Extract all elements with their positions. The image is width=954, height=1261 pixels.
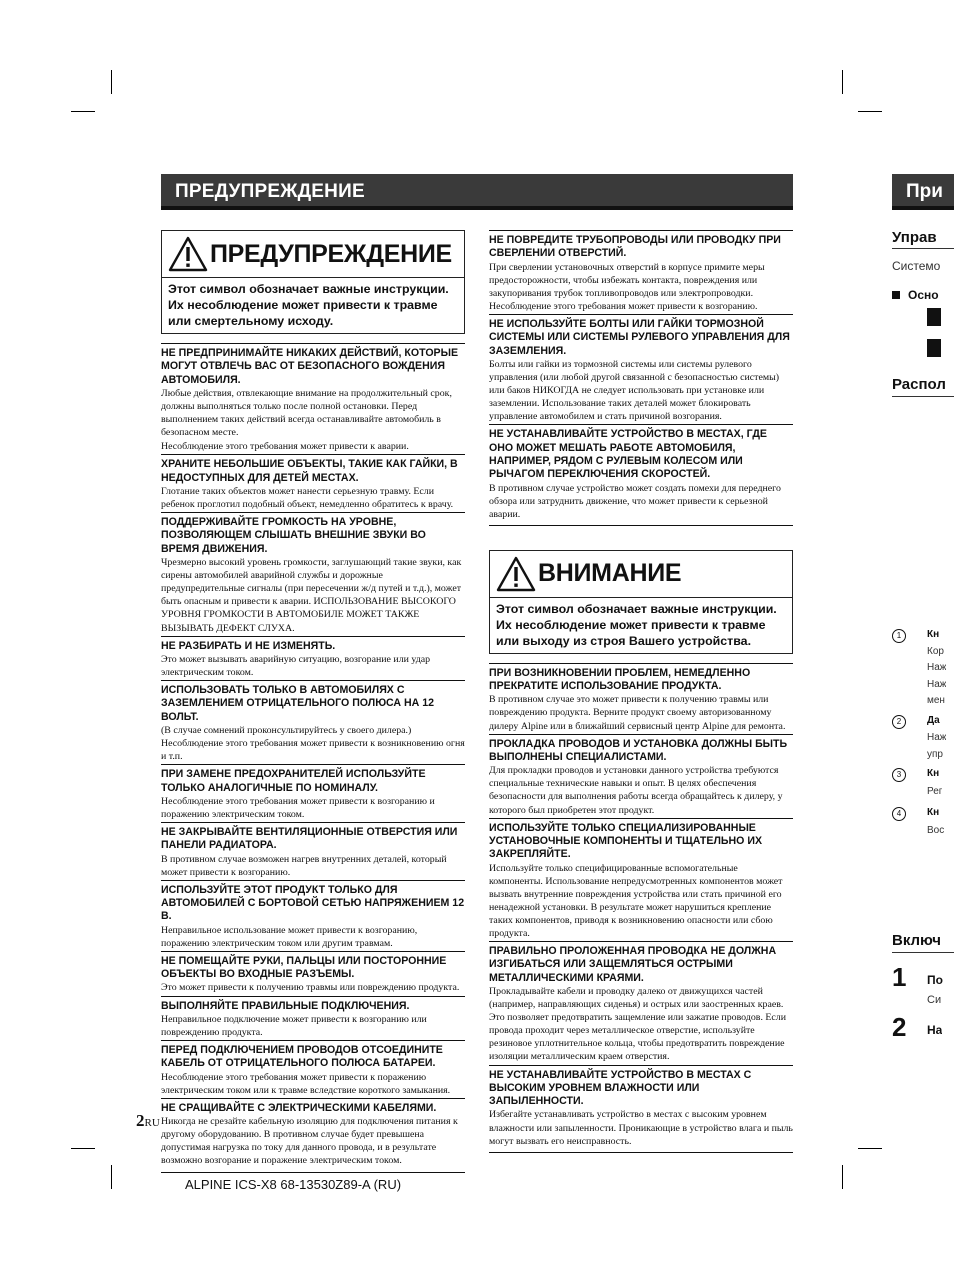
right-rule xyxy=(892,952,954,953)
warning-section xyxy=(489,1065,793,1153)
section-body: Неправильное использование может привести к возгоранию, поражению электрическим током или другим травмам. xyxy=(161,924,418,949)
callout-label: Кн xyxy=(927,807,940,818)
callout-number: 3 xyxy=(892,768,906,782)
left-sections xyxy=(161,343,465,1173)
section-heading: НЕ ПОМЕЩАЙТЕ РУКИ, ПАЛЬЦЫ ИЛИ ПОСТОРОННИЕ ОБЪЕКТЫ ВО ВХОДНЫЕ РАЗЪЕМЫ. xyxy=(161,954,447,981)
section-body: Чрезмерно высокий уровень громкости, заглушающий такие звуки, как сирены автомобилей аварийной службы и дорожные предупредительные сигналы (при пересечении ж/д путей и т.д.), может быть опасным и привести к аварии. ИСПОЛЬЗОВАНИЕ ВЫСОКОГО УРОВНЯ ГРОМКОСТИ В АВТОМОБИЛЕ МОЖЕТ ТАКЖЕ ВЫЗЫВАТЬ ДЕФЕКТ СЛУХА. xyxy=(161,557,462,634)
section-body: В противном случае возможен нагрев внутренних деталей, который может привести к возгоранию. xyxy=(161,853,447,878)
section-heading: НЕ ЗАКРЫВАЙТЕ ВЕНТИЛЯЦИОННЫЕ ОТВЕРСТИЯ ИЛИ ПАНЕЛИ РАДИАТОРА. xyxy=(161,826,458,852)
section-heading: ПРОКЛАДКА ПРОВОДОВ И УСТАНОВКА ДОЛЖНЫ БЫТЬ ВЫПОЛНЕНЫ СПЕЦИАЛИСТАМИ. xyxy=(489,737,788,763)
warning-triangle-icon xyxy=(168,235,208,273)
warning-section xyxy=(161,764,465,821)
middle-sections-bottom xyxy=(489,663,793,1153)
section-heading: ПРИ ВОЗНИКНОВЕНИИ ПРОБЛЕМ, НЕМЕДЛЕННО ПРЕКРАТИТЕ ИСПОЛЬЗОВАНИЕ ПРОДУКТА. xyxy=(489,666,751,693)
step-number: 2 xyxy=(892,1012,907,1042)
crop-mark xyxy=(71,111,95,112)
section-heading: ПОДДЕРЖИВАЙТЕ ГРОМКОСТЬ НА УРОВНЕ, ПОЗВОЛЯЮЩЕМ СЛЫШАТЬ ВНЕШНИЕ ЗВУКИ ВО ВРЕМЯ ДВИЖЕНИЯ. xyxy=(161,516,426,555)
caution-box xyxy=(489,550,793,654)
caution-box-title: ВНИМАНИЕ xyxy=(538,559,682,588)
warning-box-title: ПРЕДУПРЕЖДЕНИЕ xyxy=(210,239,452,268)
caution-box-text: Этот символ обозначает важные инструкции. Их несоблюдение может привести к травме или выходу из строя Вашего устройства. xyxy=(496,601,777,648)
section-heading: НЕ РАЗБИРАТЬ И НЕ ИЗМЕНЯТЬ. xyxy=(161,639,336,652)
section-heading: ПРИ ЗАМЕНЕ ПРЕДОХРАНИТЕЛЕЙ ИСПОЛЬЗУЙТЕ ТОЛЬКО АНАЛОГИЧНЫЕ ПО НОМИНАЛУ. xyxy=(161,768,426,794)
callout-text: Наж xyxy=(927,662,947,673)
middle-column xyxy=(489,229,793,1153)
warning-section xyxy=(161,512,465,634)
step-label: По xyxy=(927,973,943,987)
crop-mark xyxy=(842,70,843,94)
warning-section xyxy=(161,343,465,453)
section-body: Несоблюдение этого требования может привести к возгоранию и поражению электрическим током. xyxy=(161,795,435,820)
section-body: Несоблюдение этого требования может привести к аварии. xyxy=(161,441,409,453)
right-rule xyxy=(892,248,954,249)
section-body: Для прокладки проводов и установки данного устройства требуются специальные технические навыки и опыт. В целях обеспечения безопасности для выполнения работы всегда обращайтесь к дилеру, у которого был приобретен этот продукт. xyxy=(489,765,783,816)
section-body: Это может вызывать аварийную ситуацию, возгорание или удар электрическим током. xyxy=(161,653,431,678)
middle-sections-top xyxy=(489,230,793,526)
section-heading: ВЫПОЛНЯЙТЕ ПРАВИЛЬНЫЕ ПОДКЛЮЧЕНИЯ. xyxy=(161,999,410,1012)
warning-section xyxy=(489,818,793,940)
section-body: При сверлении установочных отверстий в корпусе примите меры предосторожности, чтобы избежать контакта, повреждения или закупоривания трубок топливопроводов или электропроводки. Несоблюдение этого требования может привести к возгоранию. xyxy=(489,261,765,312)
button-icon xyxy=(927,308,941,326)
right-bullet-label: Осно xyxy=(908,288,939,302)
right-heading-2: Распол xyxy=(892,376,946,393)
section-body: Глотание таких объектов может нанести серьезную травму. Если ребенок проглотил подобный объект, немедленно обратитесь к врачу. xyxy=(161,485,454,511)
right-heading-3: Включ xyxy=(892,932,941,949)
callout-text: мен xyxy=(927,695,945,706)
section-heading: НЕ ПРЕДПРИНИМАЙТЕ НИКАКИХ ДЕЙСТВИЙ, КОТОРЫЕ МОГУТ ОТВЛЕЧЬ ВАС ОТ БЕЗОПАСНОГО ВОЖДЕНИЯ АВТОМОБИЛЯ. xyxy=(161,347,459,386)
warning-section xyxy=(161,680,465,763)
warning-section xyxy=(161,454,465,511)
section-body: Это может привести к получению травмы или повреждению продукта. xyxy=(161,982,460,994)
warning-section xyxy=(489,424,793,525)
callout-text: Вос xyxy=(927,825,945,836)
section-body: Избегайте устанавливать устройство в местах с высоким уровнем влажности или запыленности. Проникающие в устройство влага и пыль могут вызвать его неисправность. xyxy=(489,1109,793,1147)
step-number: 1 xyxy=(892,962,907,992)
section-body: В противном случае это может привести к получению травмы или повреждению продукта. Верните продукт своему авторизованному дилеру Alpine или в ближайший сервисный центр Alpine для ремонта. xyxy=(489,694,786,732)
warning-box-header xyxy=(162,231,464,278)
callout-number: 4 xyxy=(892,807,906,821)
page-number xyxy=(136,1111,160,1131)
callout-text: Кор xyxy=(927,646,944,657)
warning-box xyxy=(161,230,465,334)
left-column xyxy=(161,230,465,1173)
crop-mark xyxy=(71,1148,95,1149)
crop-mark xyxy=(858,1148,882,1149)
square-bullet-icon xyxy=(892,291,900,299)
callout-number: 1 xyxy=(892,629,906,643)
warning-section xyxy=(489,734,793,817)
crop-mark xyxy=(858,111,882,112)
section-banner: ПРЕДУПРЕЖДЕНИЕ xyxy=(161,174,793,210)
callout-text: Наж xyxy=(927,679,947,690)
section-body: Используйте только специфицированные вспомогательные компоненты. Использование непредусмотренных компонентов может вызвать внутренние повреждения устройства или стать причиной его ненадежной установки. В результате может нарушиться крепление таких компонентов, приводя к возникновению опасности или сбою продукта. xyxy=(489,862,783,939)
warning-section xyxy=(161,996,465,1039)
section-body: Любые действия, отвлекающие внимание на продолжительный срок, должны выполняться только после полной остановки. Перед выполнением таких действий всегда останавливайте автомобиль в безопасном месте. xyxy=(161,387,452,439)
right-heading-1: Управ xyxy=(892,229,937,246)
callout-text: Рег xyxy=(927,786,943,797)
caution-box-header xyxy=(490,551,792,598)
warning-section xyxy=(161,822,465,879)
button-icon xyxy=(927,339,941,357)
section-body: Никогда не срезайте кабельную изоляцию для подключения питания к другому оборудованию. В противном случае будет превышена допустимая нагрузка по току для данного провода, и в результате возможно возгорание и поражение электрическим током. xyxy=(161,1116,458,1167)
warning-box-text: Этот символ обозначает важные инструкции. Их несоблюдение может привести к травме или смертельному исходу. xyxy=(168,282,449,328)
callout-text: Наж xyxy=(927,732,947,743)
right-rule xyxy=(892,396,954,397)
warning-section xyxy=(489,663,793,733)
warning-section xyxy=(161,1098,465,1173)
warning-section xyxy=(161,636,465,679)
callout-label: Да xyxy=(927,715,940,726)
crop-mark xyxy=(111,70,112,94)
step-label: На xyxy=(927,1023,943,1037)
section-body: (В случае сомнений проконсультируйтесь у своего дилера.) Несоблюдение этого требования может привести к возникновению огня и т.п. xyxy=(161,724,465,763)
page-number-value: 2 xyxy=(136,1111,145,1130)
section-heading: ПРАВИЛЬНО ПРОЛОЖЕННАЯ ПРОВОДКА НЕ ДОЛЖНА ИЗГИБАТЬСЯ ИЛИ ЗАЩЕМЛЯТЬСЯ ОСТРЫМИ МЕТАЛЛИЧЕСКИМИ КРАЯМИ. xyxy=(489,945,777,984)
section-heading: ХРАНИТЕ НЕБОЛЬШИЕ ОБЪЕКТЫ, ТАКИЕ КАК ГАЙКИ, В НЕДОСТУПНЫХ ДЛЯ ДЕТЕЙ МЕСТАХ. xyxy=(161,458,458,484)
section-body: В противном случае устройство может создать помехи для переднего обзора или затруднить движение, что может привести к серьезной аварии. xyxy=(489,482,781,520)
warning-section xyxy=(489,230,793,313)
section-body: Прокладывайте кабели и проводку далеко от движущихся частей (например, направляющих сиденья) и острых или заостренных краев. Это позволяет предотвратить защемление или зажатие проводов. Если провода проходит через металлическое отверстие, используйте резиновое уплотнительное кольца, чтобы предотвратить повреждение изоляции металлическим краем отверстия. xyxy=(489,985,787,1063)
right-bullet xyxy=(892,288,954,302)
section-body: Болты или гайки из тормозной системы или системы рулевого управления (или любой другой связанной с безопасностью системы) или баков НИКОГДА не следует использовать при установке или заземлении. Использование таких деталей может блокировать управление автомобилем и стать причиной возгорания. xyxy=(489,358,780,423)
callout-number: 2 xyxy=(892,715,906,729)
section-heading: НЕ УСТАНАВЛИВАЙТЕ УСТРОЙСТВО В МЕСТАХ С ВЫСОКИМ УРОВНЕМ ВЛАЖНОСТИ ИЛИ ЗАПЫЛЕННОСТИ. xyxy=(489,1068,752,1108)
warning-section xyxy=(161,1040,465,1097)
callout-text: упр xyxy=(927,749,943,760)
footer-text: ALPINE ICS-X8 68-13530Z89-A (RU) xyxy=(185,1177,402,1192)
section-heading: НЕ УСТАНАВЛИВАЙТЕ УСТРОЙСТВО В МЕСТАХ, ГДЕ ОНО МОЖЕТ МЕШАТЬ РАБОТЕ АВТОМОБИЛЯ, НАПРИМЕР, РЯДОМ С РУЛЕВЫМ КОЛЕСОМ ИЛИ РЫЧАГОМ ПЕРЕКЛЮЧЕНИЯ СКОРОСТЕЙ. xyxy=(489,428,767,481)
warning-section xyxy=(161,880,465,950)
section-heading: НЕ ПОВРЕДИТЕ ТРУБОПРОВОДЫ ИЛИ ПРОВОДКУ ПРИ СВЕРЛЕНИИ ОТВЕРСТИЙ. xyxy=(489,234,781,260)
section-heading: ИСПОЛЬЗУЙТЕ ТОЛЬКО СПЕЦИАЛИЗИРОВАННЫЕ УСТАНОВОЧНЫЕ КОМПОНЕНТЫ И ТЩАТЕЛЬНО ИХ ЗАКРЕПЛЯЙТЕ. xyxy=(489,821,763,861)
step-text: Си xyxy=(927,994,942,1006)
crop-mark xyxy=(111,1165,112,1189)
section-body: Неправильное подключение может привести к возгоранию или повреждению продукта. xyxy=(161,1013,427,1038)
callout-label: Кн xyxy=(927,629,940,640)
section-heading: НЕ СРАЩИВАЙТЕ С ЭЛЕКТРИЧЕСКИМИ КАБЕЛЯМИ. xyxy=(161,1101,437,1114)
next-page-banner: При xyxy=(892,174,954,210)
right-text-1: Системо xyxy=(892,259,941,273)
section-heading: ИСПОЛЬЗУЙТЕ ЭТОТ ПРОДУКТ ТОЛЬКО ДЛЯ АВТОМОБИЛЕЙ С БОРТОВОЙ СЕТЬЮ НАПРЯЖЕНИЕМ 12 В. xyxy=(161,883,465,923)
callout-label: Кн xyxy=(927,768,940,779)
section-heading: ПЕРЕД ПОДКЛЮЧЕНИЕМ ПРОВОДОВ ОТСОЕДИНИТЕ КАБЕЛЬ ОТ ОТРИЦАТЕЛЬНОГО ПОЛЮСА БАТАРЕИ. xyxy=(161,1044,443,1070)
crop-mark xyxy=(842,1165,843,1189)
warning-triangle-icon xyxy=(496,555,536,593)
section-body: Несоблюдение этого требования может привести к поражению электрическим током или к травме вследствие короткого замыкания. xyxy=(161,1071,451,1096)
section-heading: НЕ ИСПОЛЬЗУЙТЕ БОЛТЫ ИЛИ ГАЙКИ ТОРМОЗНОЙ СИСТЕМЫ ИЛИ СИСТЕМЫ РУЛЕВОГО УПРАВЛЕНИЯ ДЛЯ ЗАЗЕМЛЕНИЯ. xyxy=(489,317,790,357)
section-heading: ИСПОЛЬЗОВАТЬ ТОЛЬКО В АВТОМОБИЛЯХ С ЗАЗЕМЛЕНИЕМ ОТРИЦАТЕЛЬНОГО ПОЛЮСА НА 12 ВОЛЬТ. xyxy=(161,684,435,723)
page-lang: RU xyxy=(144,1117,160,1129)
warning-section xyxy=(489,314,793,423)
warning-section xyxy=(161,951,465,995)
warning-section xyxy=(489,941,793,1063)
